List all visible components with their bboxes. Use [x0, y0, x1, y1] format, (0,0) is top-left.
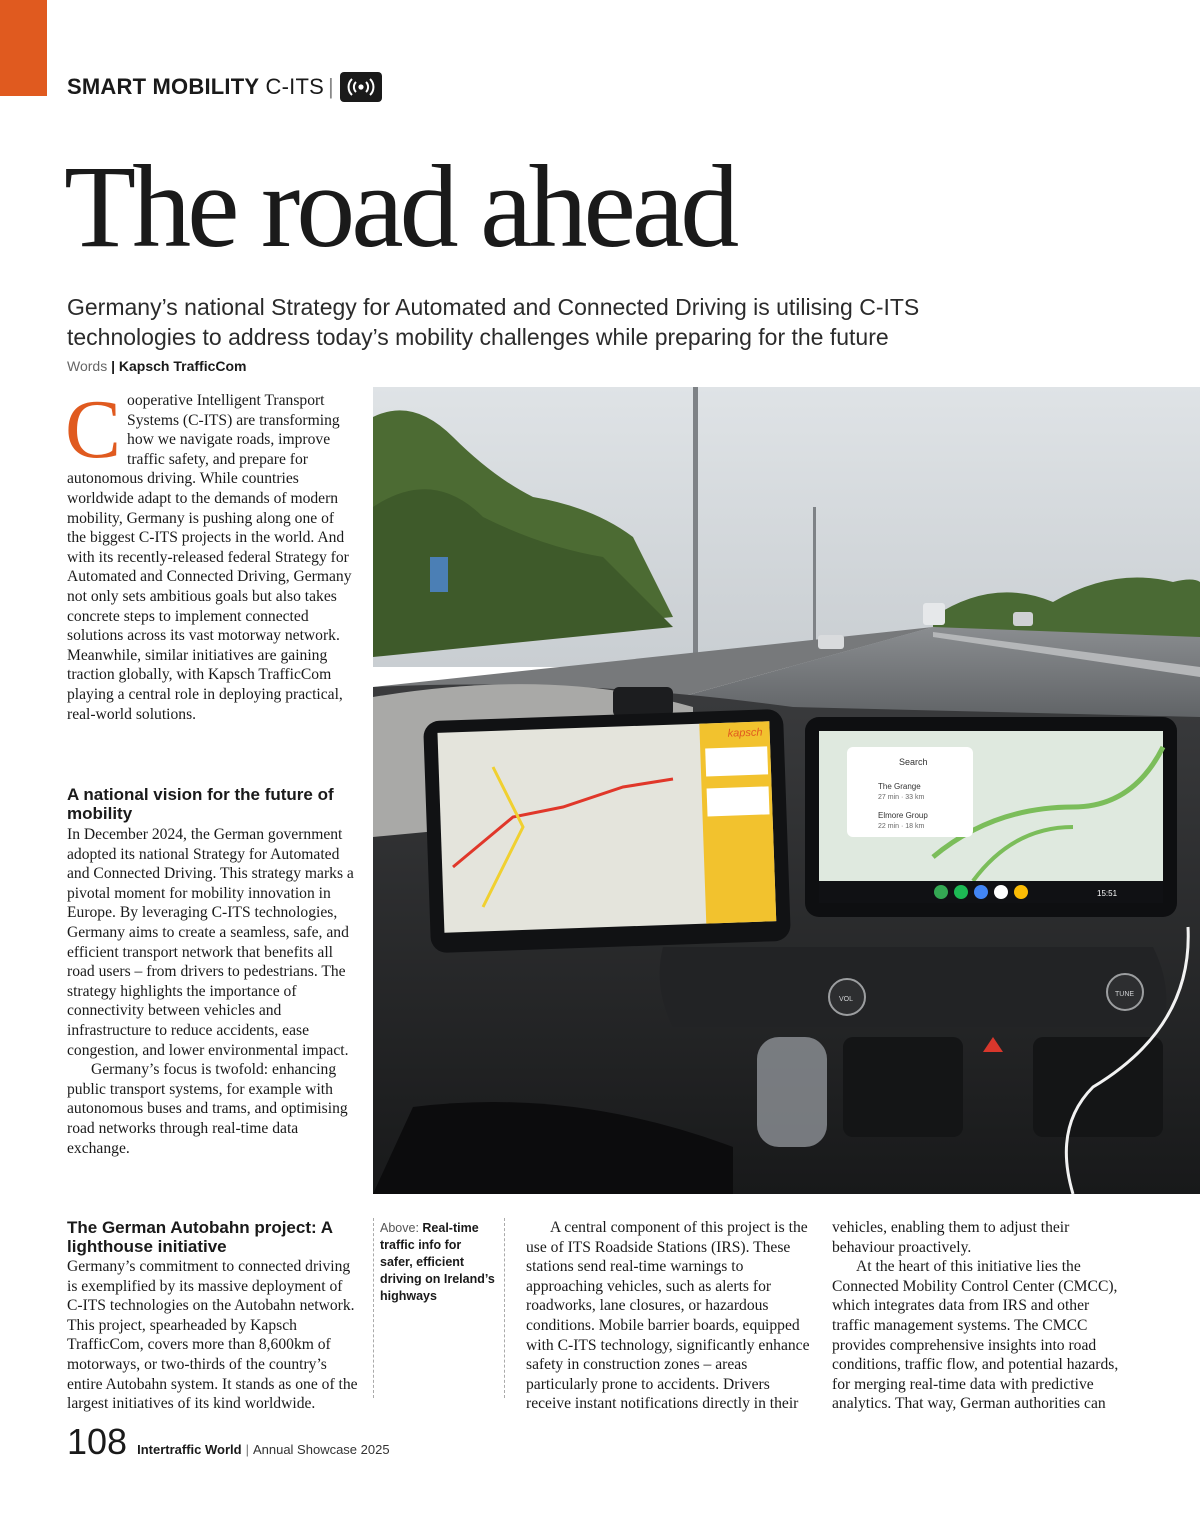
footer-separator: | [245, 1442, 249, 1457]
tune-knob-label: TUNE [1115, 991, 1135, 998]
page-footer [67, 1421, 390, 1462]
byline [67, 358, 247, 374]
nav-search-label: Search [899, 757, 928, 767]
body-paragraph: A central component of this project is the use of ITS Roadside Stations (IRS). These stations send real-time warnings to approaching vehicles, such as alerts for roadworks, lane closures, or hazardous conditions. Mobile barrier boards, equipped with C-ITS technology, significantly enhance safety in construction zones – areas particularly prone to accidents. Drivers receive instant notifications directly in their [526, 1219, 810, 1413]
nav-destination-2-info: 22 min · 18 km [878, 823, 925, 830]
section-color-tab [0, 0, 47, 96]
magazine-name: Intertraffic World [137, 1442, 242, 1457]
nav-destination-2: Elmore Group [878, 811, 928, 820]
column-3 [526, 1218, 816, 1414]
intro-paragraph [65, 383, 357, 724]
byline-label: Words [67, 358, 108, 374]
article-photo-car-dashboard [373, 387, 1200, 1194]
intro-text: ooperative Intelligent Transport Systems (C-ITS) are transforming how we navigate roads, improve traffic safety, and prepare for autonomous driving. While countries worldwide adapt to the demands of modern mobility, Germany is pushing along one of the biggest C-ITS projects in the world. And with its recently-released federal Strategy for Automated and Connected Driving, Germany not only sets ambitious goals but also takes concrete steps to implement connected solutions across its vast motorway network. Meanwhile, similar initiatives are gaining traction globally, with Kapsch TrafficCom playing a central role in deploying practical, real-world solutions. [67, 392, 352, 723]
section-autobahn [67, 1218, 359, 1414]
subhead-national-vision: A national vision for the future of mobility [67, 785, 334, 823]
subhead-autobahn: The German Autobahn project: A lighthouse initiative [67, 1218, 333, 1256]
page-number: 108 [67, 1421, 128, 1462]
nav-destination-1-info: 27 min · 33 km [878, 794, 925, 801]
section-topic: C-ITS [265, 74, 324, 99]
column-divider [504, 1218, 505, 1398]
wireless-signal-icon [340, 72, 382, 102]
standfirst: Germany’s national Strategy for Automated and Connected Driving is utilising C-ITS technologies to address today’s mobility challenges while preparing for the future [67, 294, 920, 350]
magazine-issue: Annual Showcase 2025 [252, 1442, 390, 1457]
photo-caption [380, 1220, 495, 1305]
caption-divider [373, 1218, 374, 1398]
caption-label: Above: [380, 1221, 419, 1235]
caption-text: Real-time traffic info for safer, efficient driving on Ireland’s highways [380, 1221, 495, 1303]
byline-separator: | [111, 358, 116, 374]
byline-author: Kapsch TrafficCom [118, 358, 247, 374]
tablet-brand: kapsch [727, 726, 763, 740]
dashboard-illustration [373, 387, 1200, 1194]
nav-destination-1: The Grange [878, 782, 921, 791]
section-label [67, 72, 382, 102]
section-name: SMART MOBILITY [67, 74, 260, 99]
body-paragraph: In December 2024, the German government adopted its national Strategy for Automated and Connected Driving. This strategy marks a pivotal moment for mobility innovation in Europe. By leveraging C-ITS technologies, Germany aims to create a seamless, safe, and efficient transport network that benefits all road users – from drivers to pedestrians. The strategy highlights the importance of connectivity between vehicles and infrastructure to reduce accidents, ease congestion, and lower environmental impact. [67, 826, 354, 1059]
drop-cap: C [65, 383, 122, 476]
column-4 [832, 1218, 1122, 1414]
section-national-vision [67, 785, 359, 1158]
headline: The road ahead [64, 141, 736, 272]
body-paragraph: At the heart of this initiative lies the Connected Mobility Control Center (CMCC), which integrates data from IRS and other traffic management systems. The CMCC provides comprehensive insights into road conditions, traffic flow, and potential hazards, for merging real-time data with predictive analytics. That way, German authorities can [832, 1258, 1119, 1413]
body-paragraph: Germany’s focus is twofold: enhancing public transport systems, for example with autonomous buses and trams, and optimising road networks through real-time data exchange. [67, 1061, 348, 1157]
body-paragraph: vehicles, enabling them to adjust their behaviour proactively. [832, 1219, 1070, 1256]
section-separator: | [328, 74, 334, 99]
vol-knob-label: VOL [839, 996, 854, 1003]
intro-block [65, 383, 357, 724]
screen-clock: 15:51 [1097, 889, 1118, 898]
body-paragraph: Germany’s commitment to connected driving is exemplified by its massive deployment of C-ITS technologies on the Autobahn network. This project, spearheaded by Kapsch TrafficCom, covers more than 8,600km of motorways, or two-thirds of the country’s entire Autobahn system. It stands as one of the largest initiatives of its kind worldwide. [67, 1258, 358, 1413]
